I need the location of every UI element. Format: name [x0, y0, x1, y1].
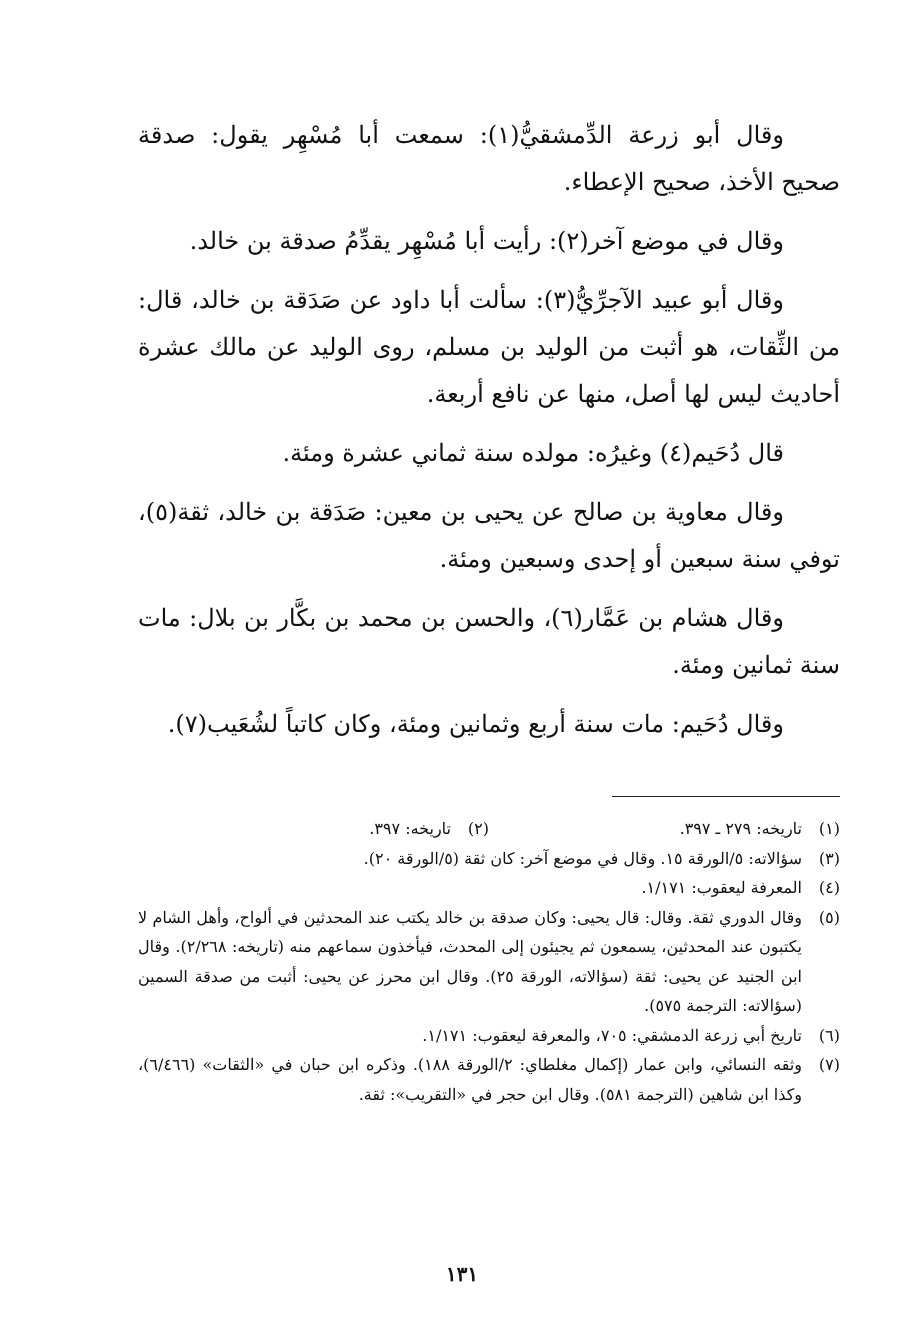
footnote-number: (٣)	[818, 848, 840, 868]
paragraph: وقال معاوية بن صالح عن يحيى بن معين: صَدَقة بن خالد، ثقة(٥)، توفي سنة سبعين أو إحدى وسبعين ومئة.	[138, 498, 840, 573]
footnote-text: تاريخه: ٢٧٩ ـ ٣٩٧.	[679, 819, 802, 838]
footnote-text: تاريخ أبي زرعة الدمشقي: ٧٠٥، والمعرفة ليعقوب: ١/١٧١.	[422, 1025, 802, 1045]
footnote-number: (٥)	[818, 907, 840, 927]
paragraph: وقال في موضع آخر(٢): رأيت أبا مُسْهِر يقدِّمُ صدقة بن خالد.	[189, 227, 784, 255]
footnote-number: (١)	[818, 819, 840, 838]
footnote-row	[138, 814, 840, 844]
paragraph: وقال أبو زرعة الدِّمشقيُّ(١): سمعت أبا مُسْهِر يقول: صدقة صحيح الأخذ، صحيح الإعطاء.	[138, 121, 840, 196]
paragraph: قال دُحَيم(٤) وغيرُه: مولده سنة ثماني عشرة ومئة.	[282, 439, 784, 467]
footnote	[489, 814, 840, 844]
footnote	[138, 873, 840, 903]
footnote	[138, 844, 840, 874]
footnote-text: وقال الدوري ثقة. وقال: قال يحيى: وكان صدقة بن خالد يكتب عند المحدثين في ألواح، وأهل الشام لا يكتبون عند المحدثين، يسمعون ثم يجيئون إلى المحدث، فيأخذون سماعهم منه (تاريخه: ٢/٢٦٨). وقال ابن الجنيد عن يحيى: ثقة (سؤالاته، الورقة ٢٥). وقال ابن محرز عن يحيى: أثبت من صدقة السمين (سؤالاته: الترجمة ٥٧٥).	[138, 907, 802, 1015]
footnote-text: المعرفة ليعقوب: ١/١٧١.	[641, 878, 802, 897]
footnote-number: (٦)	[818, 1025, 840, 1045]
footnote	[138, 1021, 840, 1051]
footnotes	[138, 814, 840, 1109]
paragraph: وقال هشام بن عَمَّار(٦)، والحسن بن محمد بن بكَّار بن بلال: مات سنة ثمانين ومئة.	[138, 604, 840, 679]
footnote	[138, 814, 489, 844]
paragraph: وقال دُحَيم: مات سنة أربع وثمانين ومئة، وكان كاتباً لشُعَيب(٧).	[167, 710, 784, 738]
footnote-text: سؤالاته: ٥/الورقة ١٥. وقال في موضع آخر: كان ثقة (٥/الورقة ٢٠).	[363, 848, 802, 868]
footnote-text: تاريخه: ٣٩٧.	[369, 819, 451, 838]
footnote	[138, 1050, 840, 1109]
paragraph: وقال أبو عبيد الآجرِّيُّ(٣): سألت أبا داود عن صَدَقة بن خالد، قال: من الثِّقات، هو أثبت من الوليد بن مسلم، روى الوليد عن مالك عشرة أحاديث ليس لها أصل، منها عن نافع أربعة.	[138, 286, 840, 408]
footnote-divider	[612, 796, 840, 797]
footnote-number: (٤)	[818, 878, 840, 897]
main-text	[138, 112, 840, 760]
footnote-number: (٢)	[467, 819, 489, 838]
footnote-text: وثقه النسائي، وابن عمار (إكمال مغلطاي: ٢/الورقة ١٨٨). وذكره ابن حبان في «الثقات» (٦/٤٦٦)، وكذا ابن شاهين (الترجمة ٥٨١). وقال ابن حجر في «التقريب»: ثقة.	[138, 1055, 803, 1104]
footnote-number: (٧)	[818, 1055, 840, 1074]
footnote	[138, 903, 840, 1021]
page-number: ١٣١	[445, 1262, 479, 1286]
